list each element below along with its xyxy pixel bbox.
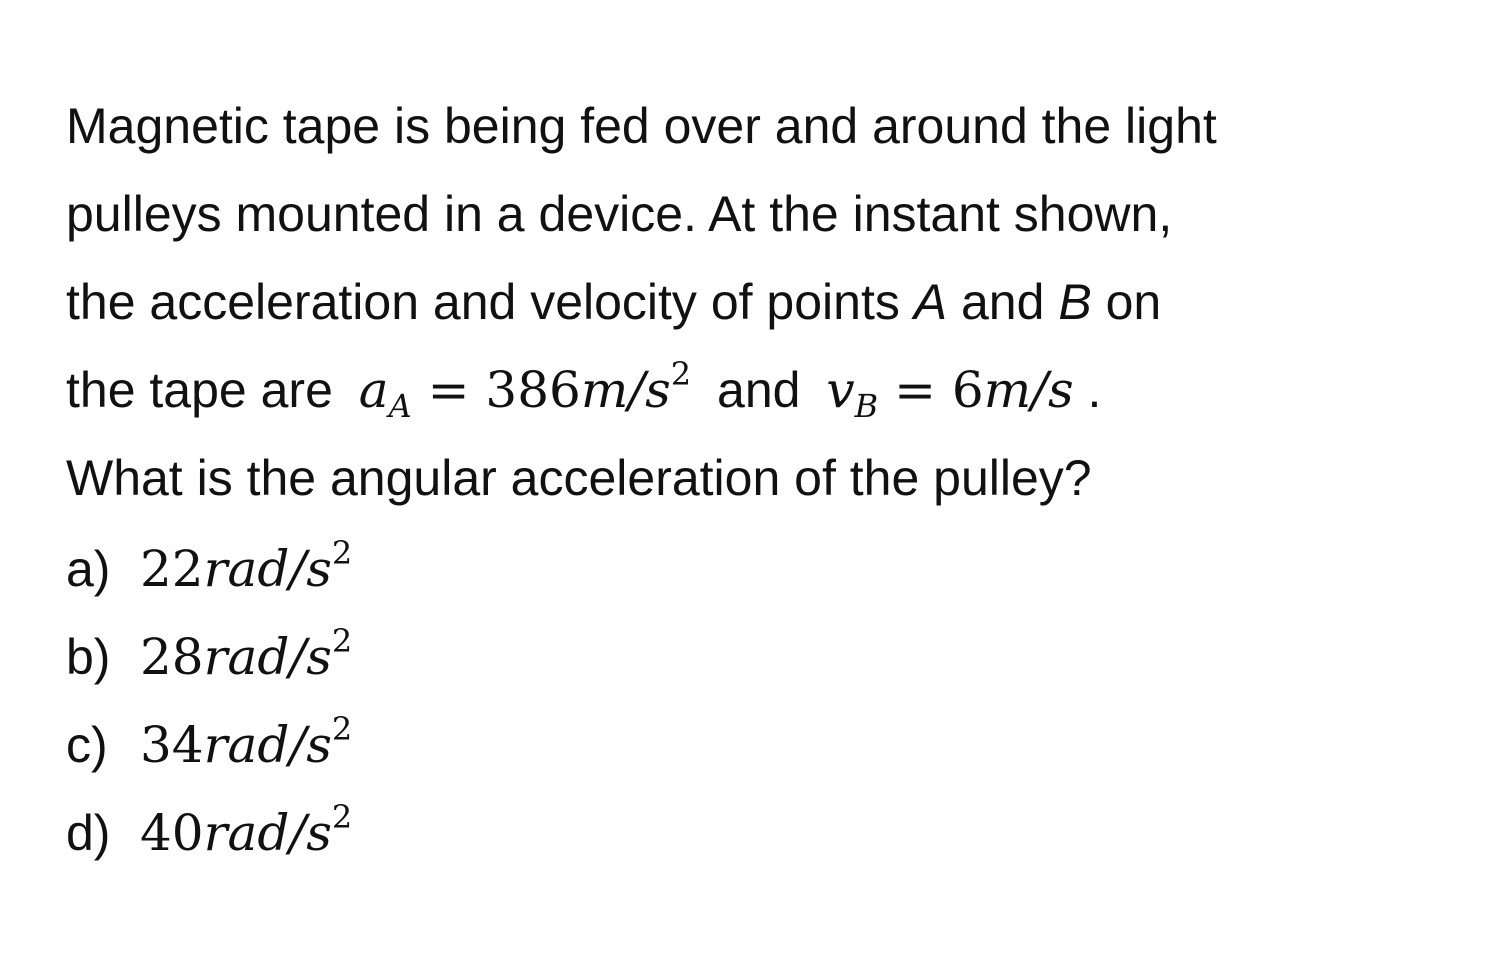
accel-equals: = <box>427 361 470 419</box>
line3-prefix: the acceleration and velocity of points <box>66 274 914 330</box>
option-value <box>140 534 353 598</box>
option-letter: c) <box>66 717 108 773</box>
option-unit: rad/s <box>203 540 332 598</box>
question-text <box>66 82 1466 522</box>
vel-variable: v <box>826 361 855 419</box>
option-value <box>140 622 353 686</box>
question-line-5: What is the angular acceleration of the pulley? <box>66 450 1092 506</box>
and-word: and <box>947 274 1059 330</box>
option-exponent: 2 <box>331 534 353 572</box>
accel-subscript: A <box>388 387 412 425</box>
option-number: 28 <box>140 628 204 686</box>
option-number: 40 <box>140 804 204 862</box>
accel-exponent: 2 <box>670 355 692 393</box>
option-unit: rad/s <box>203 804 332 862</box>
line4-prefix: the tape are <box>66 362 333 418</box>
option-b[interactable] <box>66 613 352 701</box>
question-line-2: pulleys mounted in a device. At the instant shown, <box>66 186 1173 242</box>
question-line-4 <box>66 346 1466 434</box>
option-exponent: 2 <box>331 798 353 836</box>
vel-value: 6 <box>951 361 984 419</box>
question-line-3 <box>66 258 1466 346</box>
line3-suffix: on <box>1091 274 1162 330</box>
option-letter: d) <box>66 805 111 861</box>
option-exponent: 2 <box>331 710 353 748</box>
option-value <box>140 710 353 774</box>
vel-unit: m/s <box>983 361 1074 419</box>
vel-equals: = <box>894 361 936 419</box>
option-a[interactable] <box>66 525 352 613</box>
accel-unit: m/s <box>580 361 671 419</box>
point-b-label: B <box>1058 274 1092 330</box>
accel-value: 386 <box>485 361 581 419</box>
option-number: 22 <box>140 540 204 598</box>
point-a-label: A <box>913 274 948 330</box>
option-c[interactable] <box>66 701 352 789</box>
option-d[interactable] <box>66 789 352 877</box>
option-unit: rad/s <box>203 716 332 774</box>
answer-options <box>66 525 352 877</box>
vel-subscript: B <box>854 387 879 425</box>
option-value <box>140 798 353 862</box>
option-letter: a) <box>66 541 111 597</box>
mid-and-word: and <box>717 362 801 418</box>
acceleration-formula <box>358 355 692 425</box>
sentence-period: . <box>1087 362 1102 418</box>
option-exponent: 2 <box>331 622 353 660</box>
option-number: 34 <box>140 716 204 774</box>
option-unit: rad/s <box>203 628 332 686</box>
accel-variable: a <box>358 361 389 419</box>
option-letter: b) <box>66 629 111 685</box>
velocity-formula <box>826 361 1074 425</box>
question-line-1: Magnetic tape is being fed over and around the light <box>66 98 1217 154</box>
